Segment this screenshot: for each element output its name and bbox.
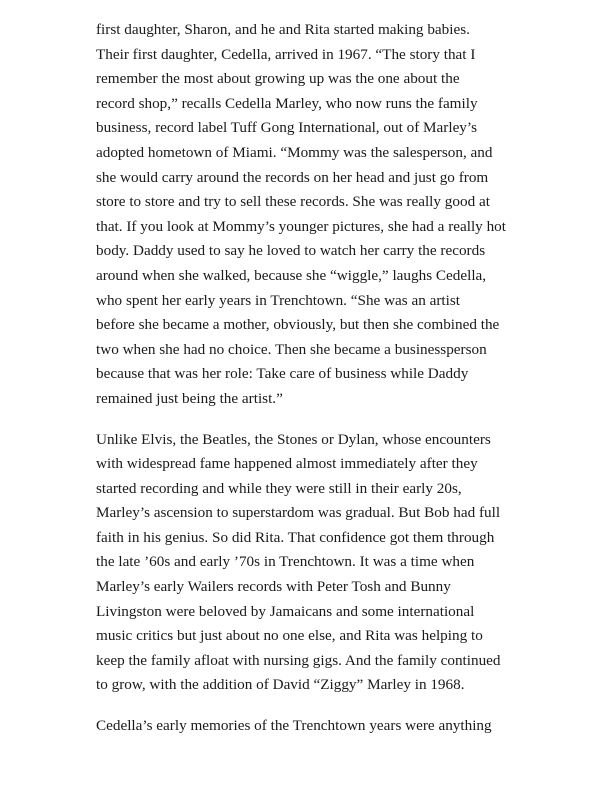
article-body [96, 18, 526, 739]
text-line: started recording and while they were still in their early 20s, [96, 479, 462, 497]
text-line: Cedella’s early memories of the Trenchtown years were anything [96, 717, 492, 735]
text-line: Marley’s early Wailers records with Peter Tosh and Bunny [96, 578, 451, 596]
text-line: keep the family afloat with nursing gigs. And the family continued [96, 651, 501, 669]
text-line: business, record label Tuff Gong International, out of Marley’s [96, 119, 478, 137]
text-line: she would carry around the records on her head and just go from [96, 168, 489, 186]
text-line: Their first daughter, Cedella, arrived in 1967. “The story that I [96, 45, 476, 63]
text-line: the late ’60s and early ’70s in Trenchtown. It was a time when [96, 553, 475, 571]
paragraph-3 [96, 714, 526, 739]
text-line: to grow, with the addition of David “Ziggy” Marley in 1968. [96, 676, 465, 694]
paragraph-2 [96, 428, 526, 699]
text-line: first daughter, Sharon, and he and Rita started making babies. [96, 21, 470, 38]
text-line: two when she had no choice. Then she became a businessperson [96, 340, 487, 358]
text-line: faith in his genius. So did Rita. That confidence got them through [96, 528, 495, 546]
text-line: with widespread fame happened almost immediately after they [96, 455, 478, 473]
text-line: body. Daddy used to say he loved to watch her carry the records [96, 242, 486, 260]
text-line: store to store and try to sell these records. She was really good at [96, 193, 490, 211]
text-line: that. If you look at Mommy’s younger pictures, she had a really hot [96, 217, 506, 235]
text-line: music critics but just about no one else, and Rita was helping to [96, 627, 483, 645]
text-line: Unlike Elvis, the Beatles, the Stones or Dylan, whose encounters [96, 430, 491, 448]
text-line: remained just being the artist.” [96, 389, 283, 407]
text-line: adopted hometown of Miami. “Mommy was the salesperson, and [96, 143, 493, 161]
paragraph-1 [96, 18, 526, 412]
text-line: because that was her role: Take care of business while Daddy [96, 365, 469, 383]
text-line: Marley’s ascension to superstardom was gradual. But Bob had full [96, 504, 501, 522]
text-line: remember the most about growing up was the one about the [96, 70, 460, 88]
text-line: around when she walked, because she “wiggle,” laughs Cedella, [96, 266, 487, 284]
text-line: before she became a mother, obviously, but then she combined the [96, 316, 500, 334]
text-line: who spent her early years in Trenchtown. “She was an artist [96, 291, 460, 309]
text-line: record shop,” recalls Cedella Marley, who now runs the family [96, 94, 478, 112]
text-line: Livingston were beloved by Jamaicans and some international [96, 602, 475, 620]
